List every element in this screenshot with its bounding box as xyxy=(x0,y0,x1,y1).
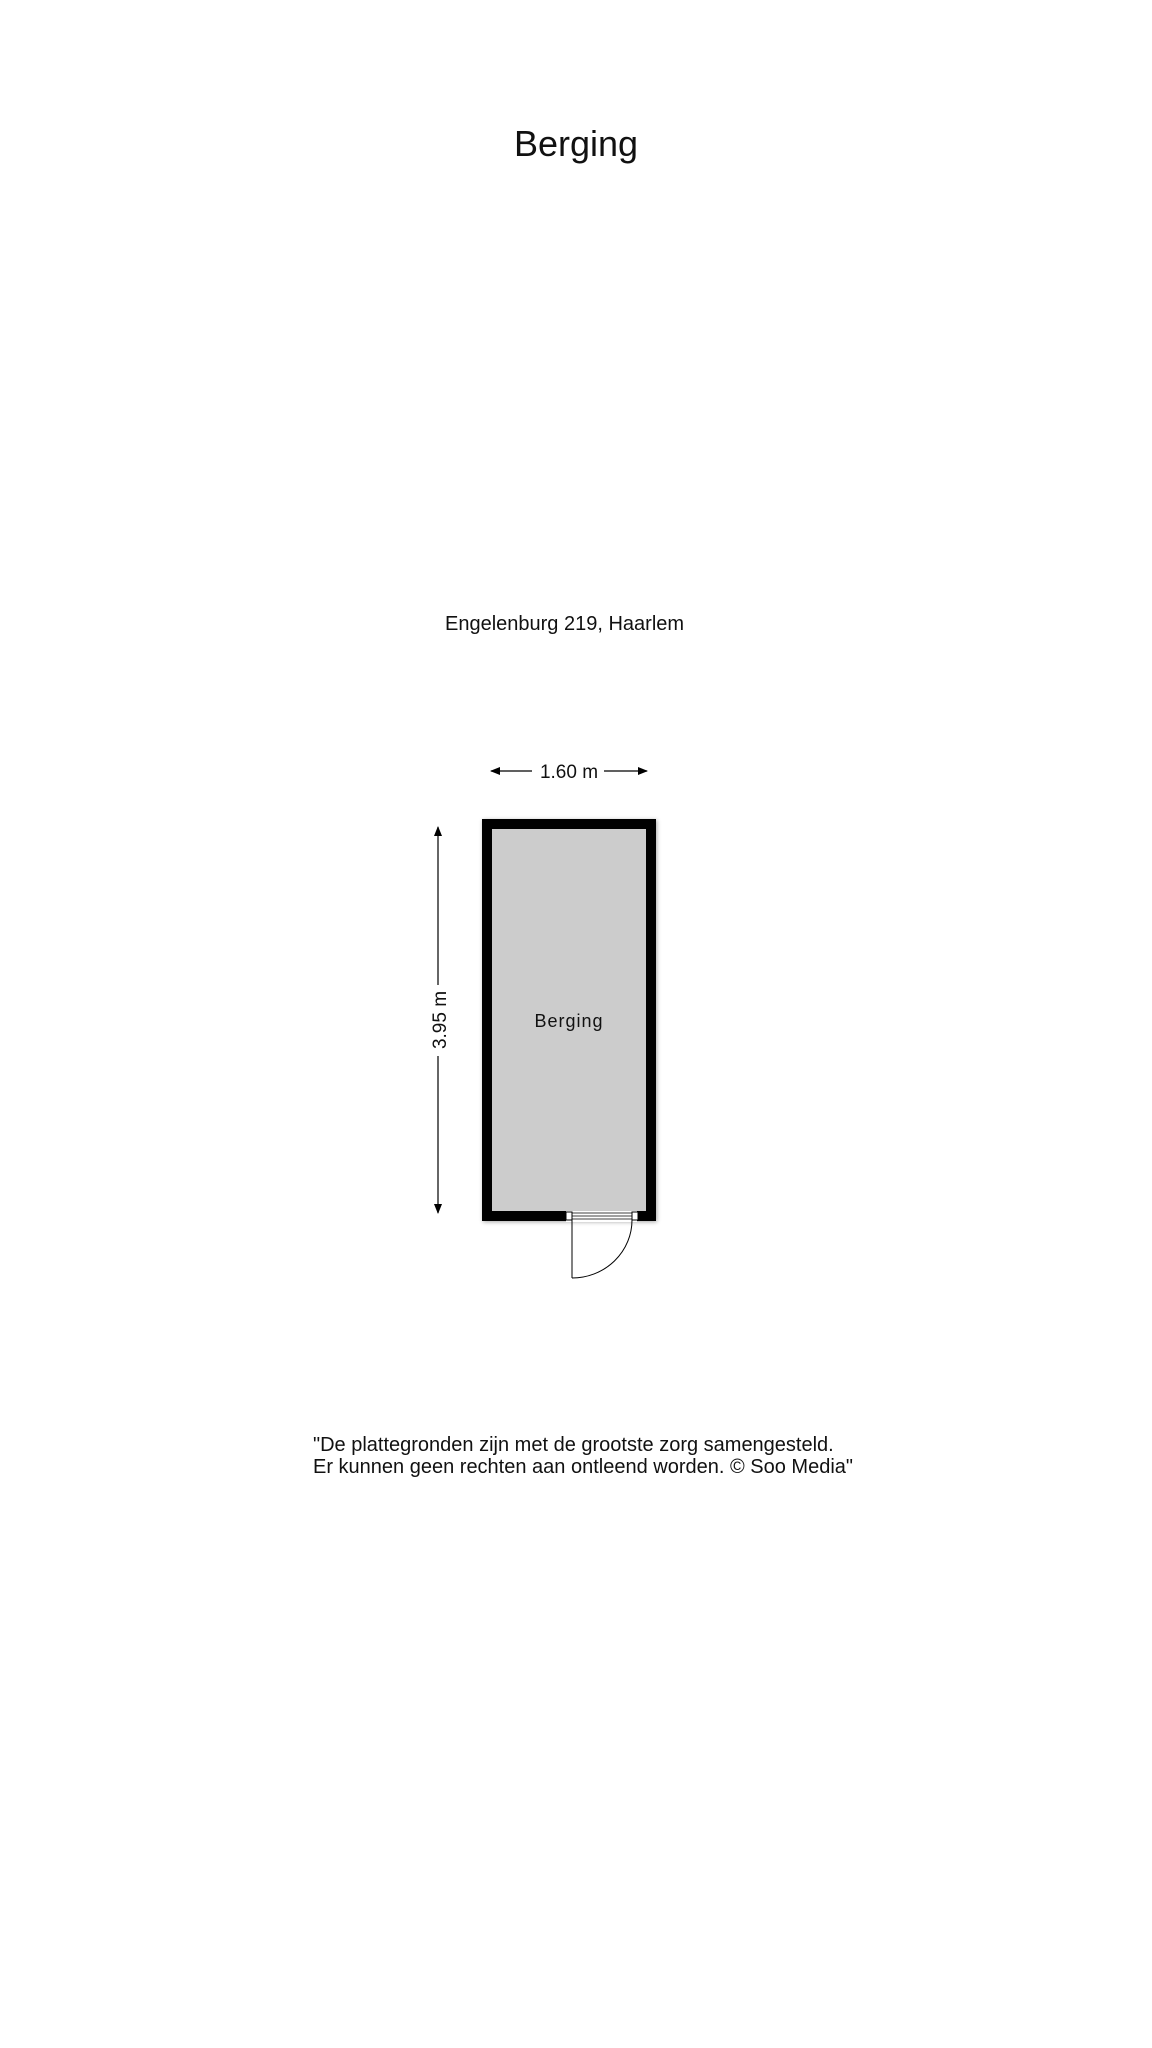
address-label: Engelenburg 219, Haarlem xyxy=(445,613,685,635)
door-jamb-right xyxy=(632,1212,638,1220)
disclaimer-line-2: Er kunnen geen rechten aan ontleend worden. © Soo Media" xyxy=(313,1456,853,1478)
disclaimer-line-1: "De plattegronden zijn met de grootste zorg samengesteld. xyxy=(313,1434,834,1456)
door-swing-arc xyxy=(572,1220,632,1278)
width-dimension xyxy=(491,762,647,783)
door xyxy=(566,1211,638,1278)
width-dimension-label: 1.60 m xyxy=(539,762,599,783)
door-jamb-left xyxy=(566,1212,572,1220)
room-label: Berging xyxy=(534,1011,604,1031)
page-title: Berging xyxy=(513,123,639,164)
disclaimer xyxy=(313,1434,853,1478)
depth-dimension-label: 3.95 m xyxy=(430,990,451,1050)
depth-dimension xyxy=(430,827,451,1213)
